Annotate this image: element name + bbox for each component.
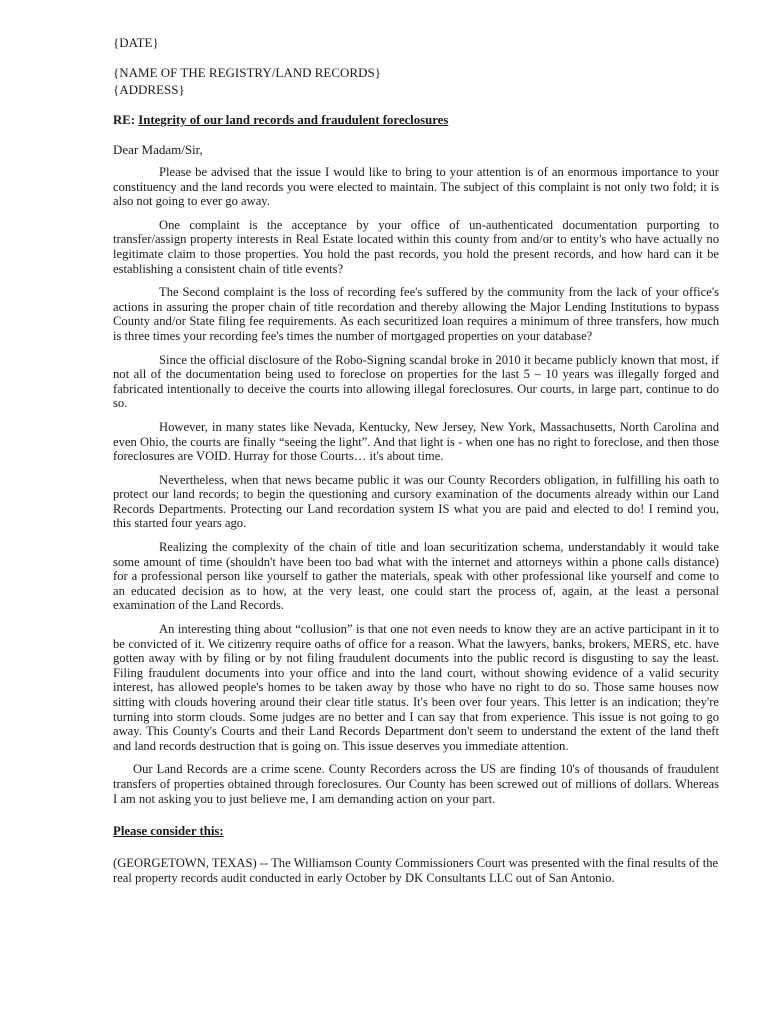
re-prefix: RE:: [113, 113, 139, 127]
body-paragraph-7: Realizing the complexity of the chain of title and loan securitization schema, understandably it would take some amount of time (shouldn't have been too bad what with the internet and attorneys within a phone calls distance) for a professional person like yourself to gather the materials, speak with other professional like yourself and come to an educated decision as to how, at the very least, one could start the process of, again, at the least a personal examination of the Land Records.: [113, 540, 719, 613]
body-paragraph-3: The Second complaint is the loss of recording fee's suffered by the community from the lack of your office's actions in assuring the proper chain of title recordation and thereby allowing the Major Lending Institutions to bypass County and/or State filing fee requirements. As each securitized loan requires a minimum of three transfers, how much is three times your recording fee's times the number of mortgaged properties on your database?: [113, 285, 719, 343]
letter-page: [113, 34, 719, 885]
body-paragraph-6: Nevertheless, when that news became public it was our County Recorders obligation, in fulfilling his oath to protect our land records; to begin the questioning and cursory examination of the documents already within our Land Records Departments. Protecting our Land recordation system IS what you are paid and elected to do! I remind you, this started four years ago.: [113, 472, 719, 531]
press-excerpt: (GEORGETOWN, TEXAS) -- The Williamson County Commissioners Court was presented with the final results of the real property records audit conducted in early October by DK Consultants LLC out of San Antonio.: [113, 856, 719, 885]
body-paragraph-5: However, in many states like Nevada, Kentucky, New Jersey, New York, Massachusetts, North Carolina and even Ohio, the courts are finally “seeing the light”. And that light is - when one has no right to foreclose, and then those foreclosures are VOID. Hurray for those Courts… it's about time.: [113, 419, 719, 464]
registry-name-placeholder: {NAME OF THE REGISTRY/LAND RECORDS}: [113, 65, 381, 80]
re-subject: Integrity of our land records and fraudulent foreclosures: [138, 113, 449, 127]
consider-heading: Please consider this:: [113, 824, 224, 839]
body-paragraph-9: Our Land Records are a crime scene. County Recorders across the US are finding 10's of thousands of fraudulent transfers of properties obtained through foreclosures. Our County has been screwed out of millions of dollars. Whereas I am not asking you to just believe me, I am demanding action on your part.: [113, 762, 719, 806]
address-placeholder: {ADDRESS}: [113, 82, 185, 97]
salutation: Dear Madam/Sir,: [113, 142, 203, 157]
body-paragraph-2: One complaint is the acceptance by your office of un-authenticated documentation purporting to transfer/assign property interests in Real Estate located within this county from and/or to entity's who have actually no legitimate claim to those properties. You hold the past records, you hold the present records, and how hard can it be establishing a consistent chain of title events?: [113, 217, 719, 276]
spacer: [113, 51, 719, 64]
date-placeholder: {DATE}: [113, 35, 159, 50]
body-paragraph-4: Since the official disclosure of the Robo-Signing scandal broke in 2010 it became publicly known that most, if not all of the documentation being used to foreclose on properties for the last 5 – 10 years was illegally forged and fabricated intentionally to deceive the courts into allowing illegal foreclosures. Our courts, in large part, continue to do so.: [113, 352, 719, 411]
re-line: [113, 112, 719, 128]
body-paragraph-1: Please be advised that the issue I would like to bring to your attention is of an enormous importance to your constituency and the land records you were elected to maintain. The subject of this complaint is not only two fold; it is also not going to ever go away.: [113, 165, 719, 209]
body-paragraph-8: An interesting thing about “collusion” is that one not even needs to know they are an active participant in it to be convicted of it. We citizenry require oaths of office for a reason. What the lawyers, banks, brokers, MERS, etc. have gotten away with by filing or by not filing fraudulent documents into the public record is disgusting to say the least. Filing fraudulent documents into your office and into the land court, without showing evidence of a valid security interest, has allowed people's homes to be taken away by those who have no right to do so. Those same houses now sitting with clouds hovering around their clear title status. It's been over four years. This letter is an indication; they're turning into storm clouds. Some judges are no better and I can say that from experience. This issue is not going to go away. This County's Courts and their Land Records Department don't seem to understand the extent of the land theft and land records destruction that is going on. This issue deserves you immediate attention.: [113, 622, 719, 753]
